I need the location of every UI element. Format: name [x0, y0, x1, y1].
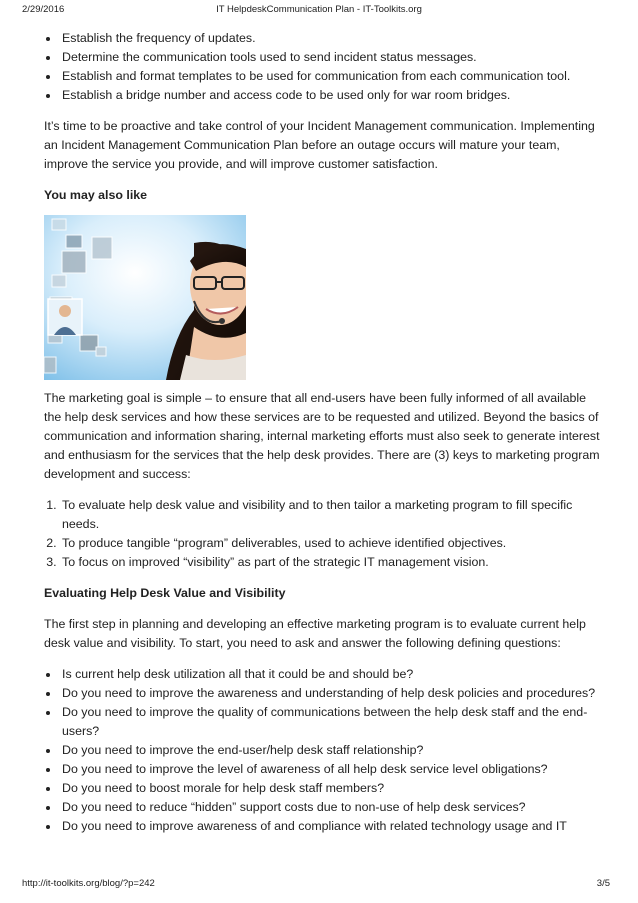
list-item: • Determine the communication tools used to send incident status messages. [60, 48, 604, 67]
document-title: IT HelpdeskCommunication Plan - IT-Toolkits.org [216, 4, 422, 15]
evaluation-paragraph: The first step in planning and developing an effective marketing program is to evaluate current help desk value and visibility. To start, you need to ask and answer the following defining questions: [44, 617, 586, 650]
list-item: 1. To evaluate help desk value and visibility and to then tailor a marketing program to fill specific needs. [60, 496, 604, 534]
list-item: 3. To focus on improved “visibility” as part of the strategic IT management vision. [60, 553, 604, 572]
print-date: 2/29/2016 [22, 4, 65, 15]
page-number: 3/5 [596, 878, 610, 889]
helpdesk-agent-illustration [44, 215, 246, 380]
page-footer [0, 878, 638, 892]
marketing-paragraph: The marketing goal is simple – to ensure that all end-users have been fully informed of all available the help desk services and how these services are to be requested and utilized. Beyond the basics of communication and information sharing, internal marketing efforts must also seek to generate interest and enthusiasm for the services that the help desk provides. There are (3) keys to marketing program development and success: [44, 391, 600, 481]
list-item: • Do you need to improve the level of awareness of all help desk service level obligations? [60, 760, 604, 779]
page-header [0, 4, 638, 18]
source-url[interactable]: http://it-toolkits.org/blog/?p=242 [22, 878, 155, 889]
related-article-image[interactable] [44, 215, 246, 380]
article-body [44, 24, 604, 836]
top-bullet-list [44, 29, 604, 105]
list-item: • Do you need to boost morale for help desk staff members? [60, 779, 604, 798]
list-item: • Is current help desk utilization all that it could be and should be? [60, 665, 604, 684]
keys-list [44, 496, 604, 572]
section-heading: Evaluating Help Desk Value and Visibility [44, 586, 286, 600]
also-like-heading: You may also like [44, 188, 148, 202]
intro-paragraph: It’s time to be proactive and take control of your Incident Management communication. Implementing an Incident Management Communication Plan before an outage occurs will mature your team, improve the service you provide, and will improve customer satisfaction. [44, 119, 595, 171]
list-item: • Do you need to improve the quality of communications between the help desk staff and the end-users? [60, 703, 604, 741]
list-item: • Establish the frequency of updates. [60, 29, 604, 48]
list-item: • Establish and format templates to be used for communication from each communication tool. [60, 67, 604, 86]
list-item: • Do you need to improve the awareness and understanding of help desk policies and procedures? [60, 684, 604, 703]
list-item: 2. To produce tangible “program” deliverables, used to achieve identified objectives. [60, 534, 604, 553]
list-item: • Do you need to improve awareness of and compliance with related technology usage and IT [60, 817, 604, 836]
list-item: • Do you need to reduce “hidden” support costs due to non-use of help desk services? [60, 798, 604, 817]
questions-list [44, 665, 604, 836]
list-item: • Establish a bridge number and access code to be used only for war room bridges. [60, 86, 604, 105]
list-item: • Do you need to improve the end-user/help desk staff relationship? [60, 741, 604, 760]
